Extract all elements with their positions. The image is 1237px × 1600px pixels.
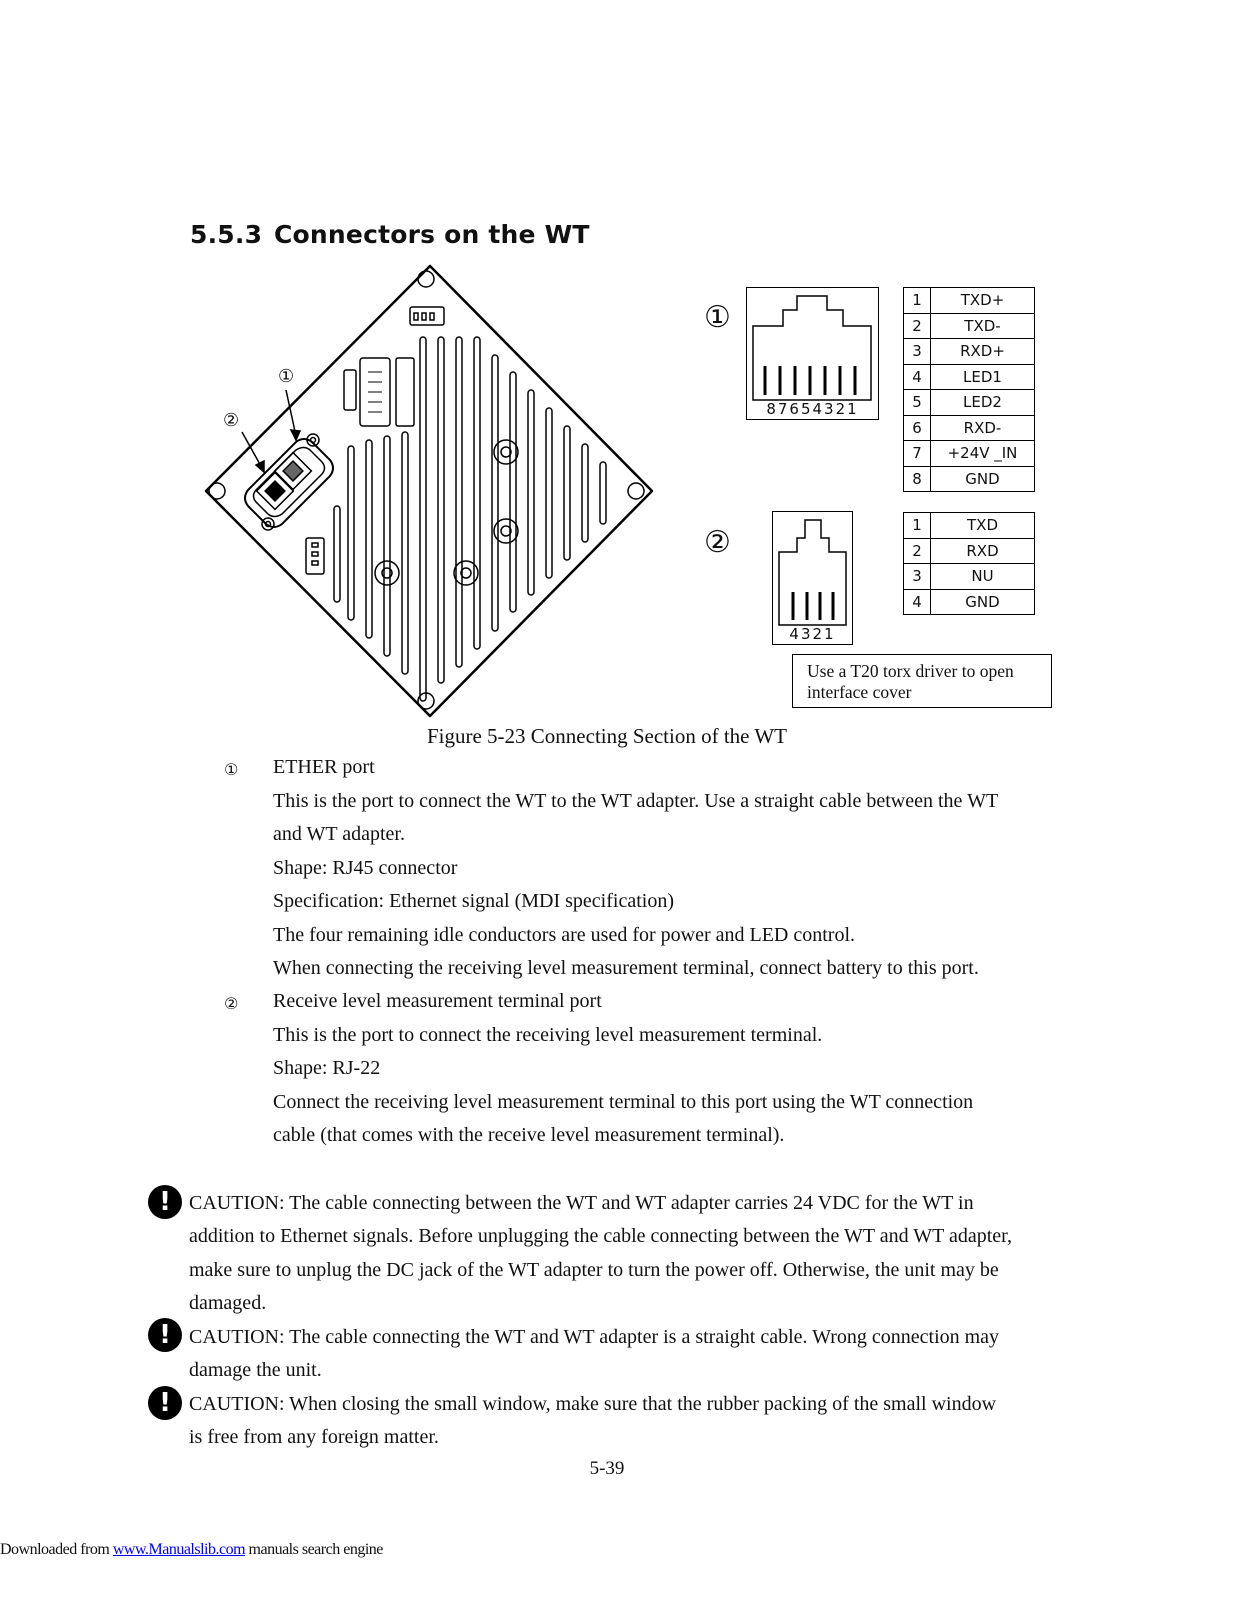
body-line: This is the port to connect the WT to the WT adapter. Use a straight cable between the WT xyxy=(273,790,999,812)
body-line: and WT adapter. xyxy=(273,823,405,845)
pin-signal: GND xyxy=(931,589,1035,615)
page-number: 5-39 xyxy=(589,1458,625,1479)
body-line: When connecting the receiving level measurement terminal, connect battery to this port. xyxy=(273,957,979,979)
figure-marker-1-small: ① xyxy=(278,366,295,387)
rj45-pin-table xyxy=(903,287,1035,492)
caution-line: make sure to unplug the DC jack of the WT adapter to turn the power off. Otherwise, the unit may be xyxy=(189,1259,999,1281)
torx-note-line: interface cover xyxy=(807,682,912,702)
wt-device-drawing xyxy=(195,260,665,725)
manualslib-link[interactable]: www.Manualslib.com xyxy=(112,1541,246,1558)
rj22-marker: ② xyxy=(704,525,731,560)
pin-signal: RXD- xyxy=(931,415,1035,441)
caution-line: addition to Ethernet signals. Before unplugging the cable connecting between the WT and WT adapter, xyxy=(189,1225,1013,1247)
pin-signal: LED2 xyxy=(931,390,1035,416)
item-title-receive: Receive level measurement terminal port xyxy=(273,990,602,1012)
body-line: Shape: RJ45 connector xyxy=(273,857,458,879)
caution-icon: ! xyxy=(148,1386,182,1420)
footer-suffix: manuals search engine xyxy=(245,1541,383,1558)
section-title: Connectors on the WT xyxy=(274,220,590,249)
table-row xyxy=(904,288,1035,314)
pin-number: 3 xyxy=(904,339,931,365)
torx-note xyxy=(792,654,1052,708)
pin-number: 8 xyxy=(904,466,931,492)
caution-line: damaged. xyxy=(189,1292,267,1314)
section-heading xyxy=(190,220,590,249)
section-number: 5.5.3 xyxy=(190,220,263,249)
pin-number: 2 xyxy=(904,538,931,564)
caution-line: damage the unit. xyxy=(189,1359,322,1381)
table-row xyxy=(904,313,1035,339)
pin-signal: NU xyxy=(931,564,1035,590)
caution-icon: ! xyxy=(148,1185,182,1219)
table-row xyxy=(904,339,1035,365)
table-row xyxy=(904,390,1035,416)
rj22-pin-table xyxy=(903,512,1035,615)
body-line: This is the port to connect the receiving level measurement terminal. xyxy=(273,1024,823,1046)
table-row xyxy=(904,564,1035,590)
pin-signal: TXD- xyxy=(931,313,1035,339)
caution-line: CAUTION: The cable connecting the WT and WT adapter is a straight cable. Wrong connection may xyxy=(189,1326,1000,1348)
pin-number: 3 xyxy=(904,564,931,590)
pin-number: 4 xyxy=(904,589,931,615)
footer xyxy=(0,1541,383,1559)
pin-number: 2 xyxy=(904,313,931,339)
rj45-jack xyxy=(746,287,879,420)
connector-cover xyxy=(245,434,333,530)
footer-prefix: Downloaded from xyxy=(0,1541,113,1558)
table-row xyxy=(904,364,1035,390)
pin-number: 1 xyxy=(904,513,931,539)
item-bullet-1: ① xyxy=(224,760,239,779)
pin-number: 1 xyxy=(904,288,931,314)
item-bullet-2: ② xyxy=(224,994,239,1013)
body-line: Shape: RJ-22 xyxy=(273,1057,381,1079)
pin-signal: +24V _IN xyxy=(931,441,1035,467)
caution-line: CAUTION: The cable connecting between the WT and WT adapter carries 24 VDC for the WT in xyxy=(189,1192,974,1214)
pin-signal: TXD+ xyxy=(931,288,1035,314)
caution-line: is free from any foreign matter. xyxy=(189,1426,439,1448)
rj45-marker: ① xyxy=(704,300,731,335)
body-line: cable (that comes with the receive level measurement terminal). xyxy=(273,1124,785,1146)
pin-signal: TXD xyxy=(931,513,1035,539)
pin-signal: RXD+ xyxy=(931,339,1035,365)
rj22-jack xyxy=(772,511,853,645)
pin-number: 4 xyxy=(904,364,931,390)
figure-caption: Figure 5-23 Connecting Section of the WT xyxy=(426,724,788,748)
table-row xyxy=(904,466,1035,492)
body-line: The four remaining idle conductors are used for power and LED control. xyxy=(273,924,856,946)
pin-number: 7 xyxy=(904,441,931,467)
rj45-pin-numbers: 87654321 xyxy=(766,400,859,418)
pin-signal: GND xyxy=(931,466,1035,492)
table-row xyxy=(904,538,1035,564)
caution-line: CAUTION: When closing the small window, make sure that the rubber packing of the small window xyxy=(189,1393,997,1415)
torx-note-line: Use a T20 torx driver to open xyxy=(807,661,1014,681)
body-line: Specification: Ethernet signal (MDI specification) xyxy=(273,890,674,912)
body-line: Connect the receiving level measurement terminal to this port using the WT connection xyxy=(273,1091,974,1113)
figure-marker-2-small: ② xyxy=(223,410,240,431)
table-row xyxy=(904,441,1035,467)
pin-signal: RXD xyxy=(931,538,1035,564)
table-row xyxy=(904,589,1035,615)
caution-icon: ! xyxy=(148,1318,182,1352)
table-row xyxy=(904,415,1035,441)
rj22-pin-numbers: 4321 xyxy=(789,625,836,643)
pin-signal: LED1 xyxy=(931,364,1035,390)
pin-number: 6 xyxy=(904,415,931,441)
table-row xyxy=(904,513,1035,539)
pin-number: 5 xyxy=(904,390,931,416)
item-title-ether: ETHER port xyxy=(273,756,375,778)
